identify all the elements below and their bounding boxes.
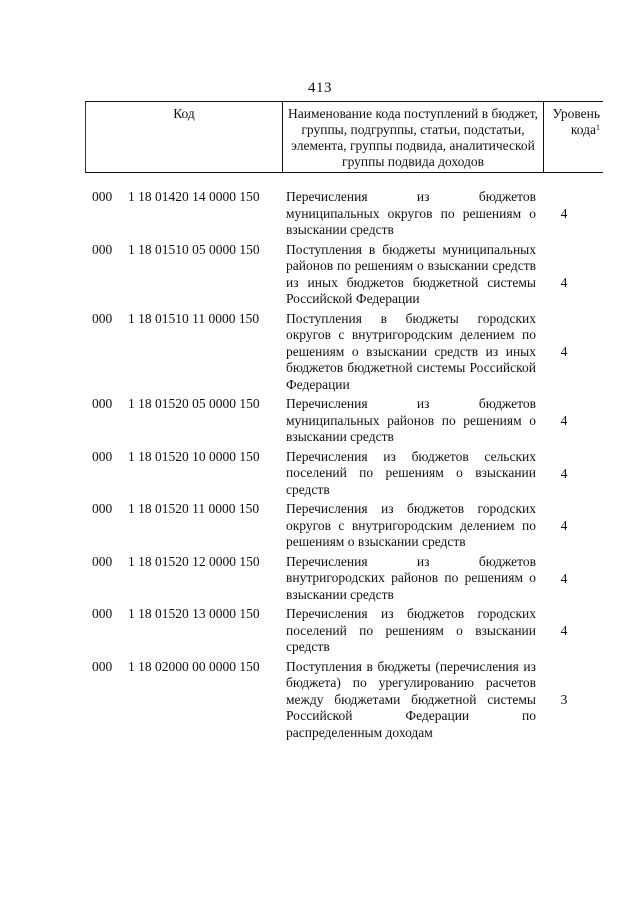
row-admin-code: 000 [92,241,113,257]
table-row [92,606,592,656]
table-row [92,659,592,742]
row-description: Перечисления из бюджетов городских округов с внутригородским делением по решениям о взыскании средств [286,501,536,549]
row-level: 4 [560,518,568,533]
row-level: 3 [560,691,568,707]
table-row [92,554,592,604]
table-row [92,242,592,308]
table-row [92,449,592,499]
page-number: 413 [308,80,332,96]
table-row [92,501,592,551]
row-admin-code: 000 [92,310,113,326]
header-level-footnote: 1 [596,123,600,132]
row-admin-code: 000 [92,606,113,621]
row-income-code: 1 18 01520 13 0000 150 [128,606,260,621]
row-admin-code: 000 [92,448,113,464]
row-level: 4 [560,413,568,428]
row-income-code: 1 18 01520 12 0000 150 [128,553,260,569]
row-admin-code: 000 [92,189,113,204]
row-level: 4 [560,465,568,481]
header-code: Код [86,102,283,172]
row-level: 4 [560,343,568,359]
table-row [92,189,592,239]
header-level-label: Уровень кода [552,106,600,137]
row-income-code: 1 18 01520 11 0000 150 [128,501,260,516]
row-income-code: 1 18 01520 10 0000 150 [128,448,260,464]
row-description: Перечисления из бюджетов внутригородских районов по решениям о взыскании средств [286,553,536,602]
row-level: 4 [560,623,568,638]
row-description: Поступления в бюджеты городских округов с внутригородским делением по решениям о взыскании средств из иных бюджетов бюджетной системы Российской Федерации [286,310,536,392]
row-level: 4 [560,274,568,290]
table-row [92,396,592,446]
row-level: 4 [560,206,568,221]
row-description: Перечисления из бюджетов сельских поселений по решениям о взыскании средств [286,448,536,497]
row-level: 4 [560,570,568,586]
row-income-code: 1 18 01520 05 0000 150 [128,396,260,411]
row-admin-code: 000 [92,553,113,569]
row-income-code: 1 18 01510 05 0000 150 [128,241,260,257]
row-income-code: 1 18 01420 14 0000 150 [128,189,260,204]
table-body [92,189,592,744]
row-income-code: 1 18 02000 00 0000 150 [128,658,260,674]
row-admin-code: 000 [92,501,113,516]
row-description: Перечисления из бюджетов муниципальных районов по решениям о взыскании средств [286,396,536,444]
header-name: Наименование кода поступлений в бюджет, группы, подгруппы, статьи, подстатьи, элемента, группы подвида, аналитической группы подвида доходов [283,102,544,172]
row-admin-code: 000 [92,396,113,411]
row-description: Поступления в бюджеты муниципальных районов по решениям о взыскании средств из иных бюджетов бюджетной системы Российской Федерации [286,241,536,306]
row-description: Перечисления из бюджетов городских поселений по решениям о взыскании средств [286,606,536,654]
row-description: Перечисления из бюджетов муниципальных округов по решениям о взыскании средств [286,189,536,237]
table-header [85,101,603,173]
row-admin-code: 000 [92,658,113,674]
header-level [544,102,604,172]
table-row [92,311,592,394]
row-description: Поступления в бюджеты (перечисления из бюджета) по урегулированию расчетов между бюджетами бюджетной системы Российской Федерации по распределенным доходам [286,658,536,740]
row-income-code: 1 18 01510 11 0000 150 [128,310,260,326]
